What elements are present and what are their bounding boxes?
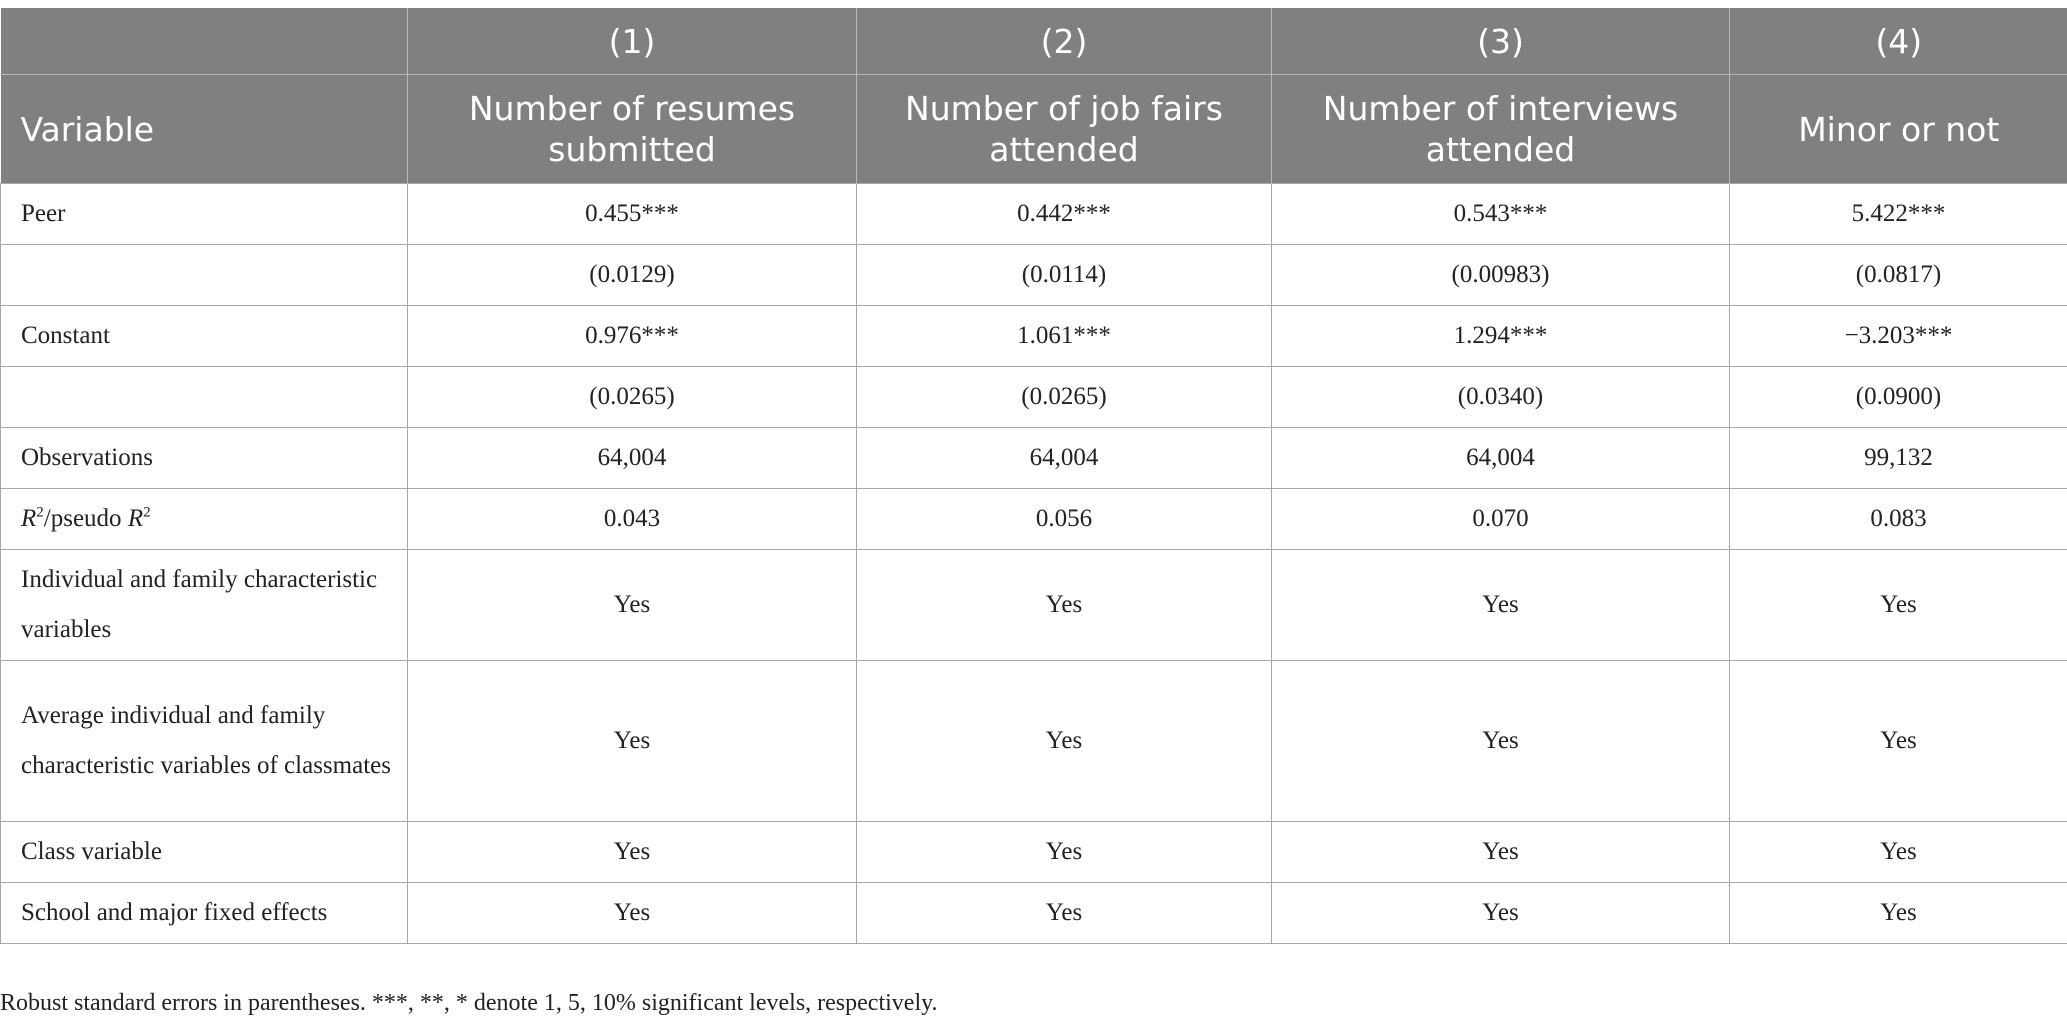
cell-value: 64,004 bbox=[857, 428, 1272, 489]
table-body bbox=[1, 184, 2067, 944]
cell-value: Yes bbox=[1730, 550, 2067, 661]
cell-value: −3.203*** bbox=[1730, 306, 2067, 367]
cell-value: 64,004 bbox=[1272, 428, 1730, 489]
table-row-school-major bbox=[1, 883, 2067, 944]
cell-value: 1.294*** bbox=[1272, 306, 1730, 367]
cell-value: Yes bbox=[1730, 661, 2067, 822]
header-variable: Variable bbox=[1, 75, 408, 184]
table-header bbox=[1, 8, 2067, 184]
cell-value: (0.0900) bbox=[1730, 367, 2067, 428]
cell-value: 64,004 bbox=[408, 428, 857, 489]
header-number: (1) bbox=[408, 8, 857, 75]
cell-value: Yes bbox=[408, 661, 857, 822]
cell-value: 0.976*** bbox=[408, 306, 857, 367]
table-row-observations bbox=[1, 428, 2067, 489]
cell-value: Yes bbox=[857, 883, 1272, 944]
table-row-peer bbox=[1, 184, 2067, 245]
r-symbol: R bbox=[21, 505, 37, 532]
header-number: (3) bbox=[1272, 8, 1730, 75]
cell-value: 5.422*** bbox=[1730, 184, 2067, 245]
table-footnote: Robust standard errors in parentheses. ***, **, * denote 1, 5, 10% significant levels, respectively. bbox=[0, 990, 938, 1016]
cell-value: Yes bbox=[1272, 661, 1730, 822]
row-label: Peer bbox=[1, 184, 408, 245]
row-label-blank bbox=[1, 367, 408, 428]
cell-value: (0.0817) bbox=[1730, 245, 2067, 306]
header-number: (2) bbox=[857, 8, 1272, 75]
cell-value: Yes bbox=[857, 661, 1272, 822]
regression-table bbox=[0, 8, 2067, 944]
r-symbol: R bbox=[127, 505, 144, 532]
table-row-avg-indiv-family bbox=[1, 661, 2067, 822]
header-blank-cell bbox=[1, 8, 408, 75]
cell-value: (0.0340) bbox=[1272, 367, 1730, 428]
cell-value: Yes bbox=[1272, 883, 1730, 944]
r-superscript: 2 bbox=[143, 504, 151, 521]
header-column: Number of job fairs attended bbox=[857, 75, 1272, 184]
table-row-class-variable bbox=[1, 822, 2067, 883]
header-number: (4) bbox=[1730, 8, 2067, 75]
cell-value: Yes bbox=[408, 883, 857, 944]
cell-value: (0.0129) bbox=[408, 245, 857, 306]
header-column: Minor or not bbox=[1730, 75, 2067, 184]
cell-value: Yes bbox=[1730, 822, 2067, 883]
cell-value: 0.442*** bbox=[857, 184, 1272, 245]
cell-value: Yes bbox=[857, 550, 1272, 661]
cell-value: 0.043 bbox=[408, 489, 857, 550]
cell-value: Yes bbox=[1730, 883, 2067, 944]
r2-label-mid: /pseudo bbox=[43, 505, 128, 532]
cell-value: 99,132 bbox=[1730, 428, 2067, 489]
cell-value: (0.0114) bbox=[857, 245, 1272, 306]
row-label: Class variable bbox=[1, 822, 408, 883]
row-label: Individual and family characteristic variables bbox=[1, 550, 408, 661]
table-row-indiv-family bbox=[1, 550, 2067, 661]
cell-value: (0.0265) bbox=[408, 367, 857, 428]
cell-value: Yes bbox=[857, 822, 1272, 883]
row-label: School and major fixed effects bbox=[1, 883, 408, 944]
row-label-blank bbox=[1, 245, 408, 306]
header-column: Number of interviews attended bbox=[1272, 75, 1730, 184]
cell-value: Yes bbox=[408, 550, 857, 661]
header-number-row bbox=[1, 8, 2067, 75]
cell-value: (0.0265) bbox=[857, 367, 1272, 428]
cell-value: 0.056 bbox=[857, 489, 1272, 550]
table-row-r2 bbox=[1, 489, 2067, 550]
cell-value: 0.083 bbox=[1730, 489, 2067, 550]
table-row-constant bbox=[1, 306, 2067, 367]
cell-value: (0.00983) bbox=[1272, 245, 1730, 306]
cell-value: 0.455*** bbox=[408, 184, 857, 245]
regression-table-container bbox=[0, 8, 2067, 944]
table-row-peer-se bbox=[1, 245, 2067, 306]
cell-value: Yes bbox=[408, 822, 857, 883]
table-row-constant-se bbox=[1, 367, 2067, 428]
r-superscript: 2 bbox=[36, 504, 44, 521]
row-label: Average individual and family characteristic variables of classmates bbox=[1, 661, 408, 822]
row-label-r2 bbox=[1, 489, 408, 550]
row-label: Observations bbox=[1, 428, 408, 489]
row-label: Constant bbox=[1, 306, 408, 367]
header-name-row bbox=[1, 75, 2067, 184]
cell-value: Yes bbox=[1272, 550, 1730, 661]
cell-value: 0.543*** bbox=[1272, 184, 1730, 245]
header-column: Number of resumes submitted bbox=[408, 75, 857, 184]
cell-value: 1.061*** bbox=[857, 306, 1272, 367]
cell-value: Yes bbox=[1272, 822, 1730, 883]
cell-value: 0.070 bbox=[1272, 489, 1730, 550]
